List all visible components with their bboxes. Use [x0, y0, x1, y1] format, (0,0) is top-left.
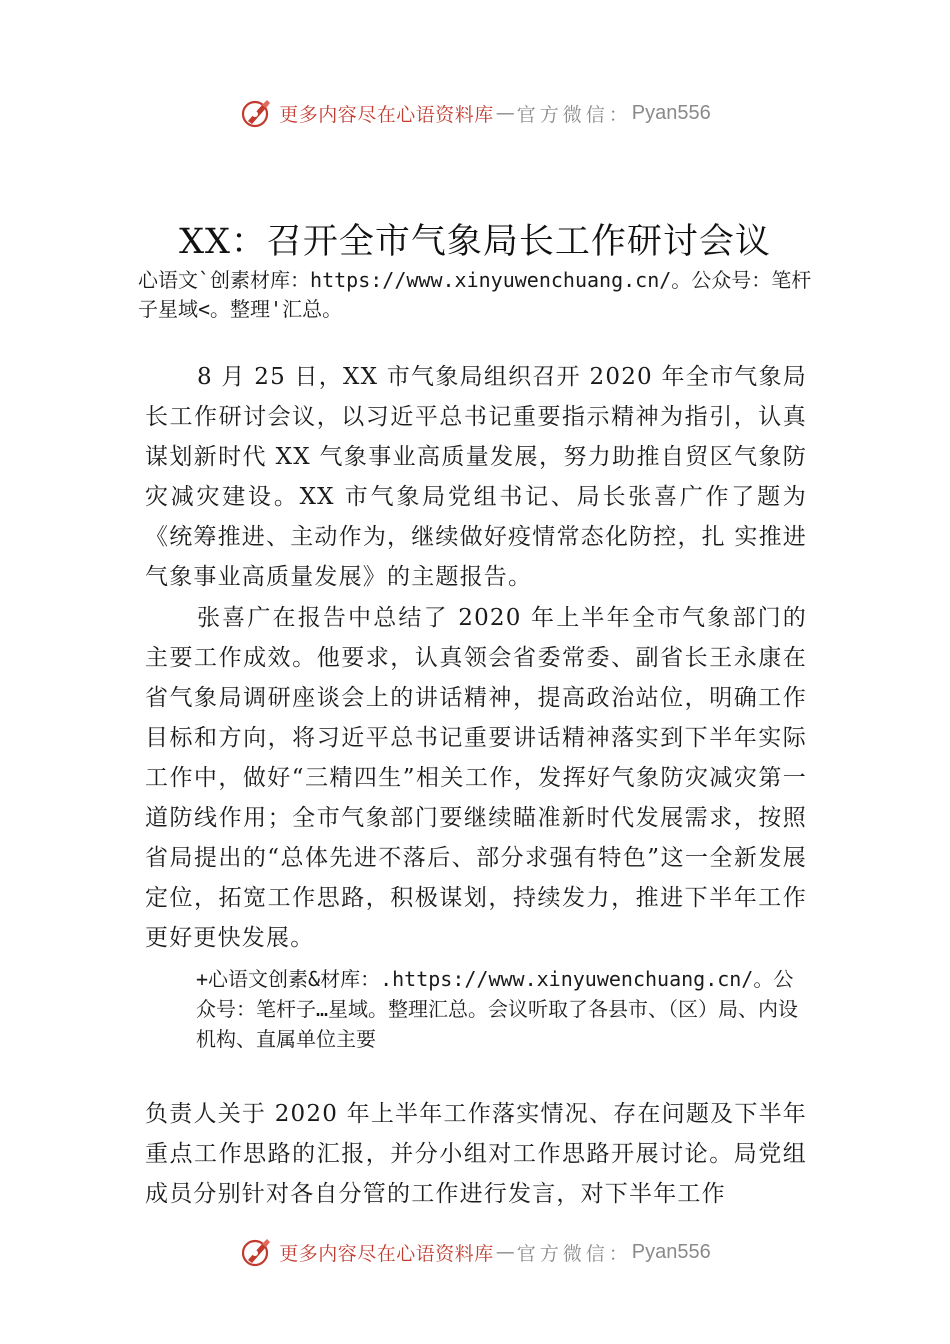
banner-wechat-label: 官方微信：: [516, 103, 632, 126]
paragraph: 负责人关于 2020 年上半年工作落实情况、存在问题及下半年重点工作思路的汇报，并分小组对工作思路开展讨论。局党组成员分别针对各自分管的工作进行发言，对下半年工作: [145, 1101, 807, 1207]
paragraph: 张喜广在报告中总结了 2020 年上半年全市气象部门的主要工作成效。他要求，认真领会省委常委、副省长王永康在省气象局调研座谈会上的讲话精神，提高政治站位，明确工作目标和方向，将习近平总书记重要讲话精神落实到下半年实际工作中，做好“三精四生”相关工作，发挥好气象防灾减灾第一道防线作用；全市气象部门要继续瞄准新时代发展需求，按照省局提出的“总体先进不落后、部分求强有特色”这一全新发展定位，拓宽工作思路，积极谋划，持续发力，推进下半年工作更好更快发展。: [145, 605, 807, 951]
banner-dash: —: [495, 1241, 515, 1263]
banner-text: 更多内容尽在心语资料库: [279, 1242, 494, 1265]
footer-banner: [0, 1232, 950, 1272]
source-note: 心语文`创素材库：https://www.xinyuwenchuang.cn/。公众号：笔杆子星域<。整理'汇总。: [138, 268, 812, 321]
banner-wechat-label: 官方微信：: [516, 1242, 632, 1265]
pen-logo-icon: [239, 96, 273, 130]
pen-logo-icon: [239, 1235, 273, 1269]
banner-dash: —: [495, 102, 515, 124]
source-note: +心语文创素&材库：.https://www.xinyuwenchuang.cn/。公众号：笔杆子…星域。整理汇总。会议听取了各县市、（区）局、内设机构、直属单位主要: [196, 967, 799, 1051]
paragraph: 8 月 25 日，XX 市气象局组织召开 2020 年全市气象局长工作研讨会议，以习近平总书记重要指示精神为指引，认真谋划新时代 XX 气象事业高质量发展，努力助推自贸区气象防灾减灾建设。XX 市气象局党组书记、局长张喜广作了题为《统筹推进、主动作为，继续做好疫情常态化防控，扎 实推进气象事业高质量发展》的主题报告。: [145, 364, 807, 590]
banner-wechat-id: Pyan556: [631, 1240, 711, 1263]
banner-wechat-id: Pyan556: [631, 101, 711, 124]
header-banner: [0, 93, 950, 133]
banner-text: 更多内容尽在心语资料库: [279, 103, 494, 126]
document-title: XX：召开全市气象局长工作研讨会议: [179, 222, 771, 262]
